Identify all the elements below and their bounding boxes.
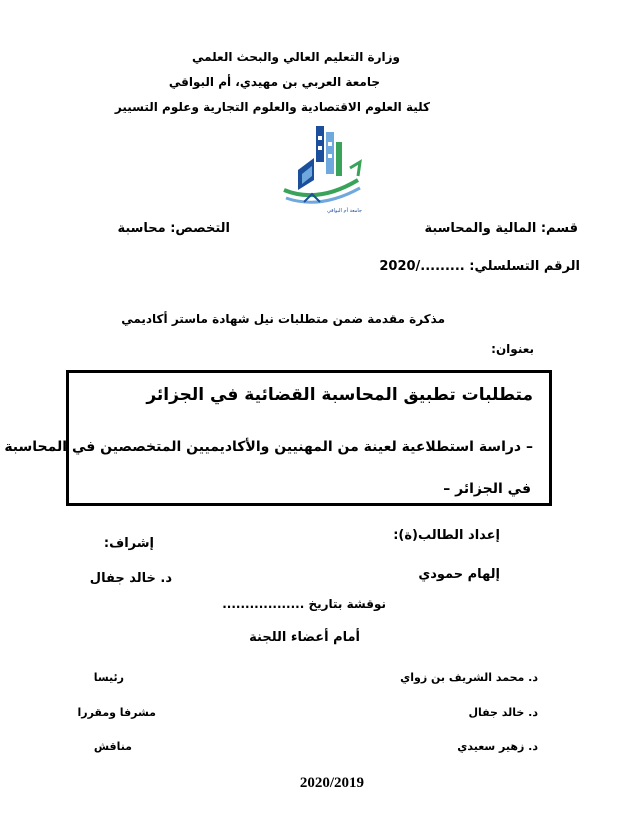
memo-description: مذكرة مقدمة ضمن متطلبات نيل شهادة ماستر أكاديمي (121, 312, 445, 326)
specialty-label: التخصص: محاسبة (117, 221, 230, 236)
committee-label: أمام أعضاء اللجنة (249, 630, 360, 645)
supervision-label: إشراف: (103, 536, 154, 551)
defense-date: نوقشة بتاريخ .................. (222, 597, 386, 611)
ministry-name: وزارة التعليم العالي والبحث العلمي (191, 50, 400, 64)
committee-member-role: رئيسا (93, 671, 124, 684)
committee-member-role: مشرفا ومقررا (77, 706, 156, 719)
thesis-title: متطلبات تطبيق المحاسبة القضائية في الجزائر (146, 385, 533, 405)
serial-number: الرقم التسلسلي: ........./2020 (379, 259, 580, 274)
supervisor-name: د. خالد جفال (89, 571, 172, 586)
committee-member-name: د. زهير سعيدي (457, 740, 538, 753)
student-name: إلهام حمودي (418, 567, 500, 582)
faculty-name: كلية العلوم الاقتصادية والعلوم التجارية وعلوم التسيير (114, 100, 430, 114)
committee-member-name: د. محمد الشريف بن زواي (400, 671, 538, 684)
title-label: بعنوان: (491, 342, 534, 356)
thesis-subtitle-line1: – دراسة استطلاعية لعينة من المهنيين والأكاديميين المتخصصين في المحاسبة (4, 439, 533, 455)
academic-year: 2020/2019 (299, 775, 364, 791)
committee-member-name: د. خالد جفال (468, 706, 538, 719)
department-label: قسم: المالية والمحاسبة (424, 221, 578, 236)
university-name: جامعة العربي بن مهيدي، أم البواقي (168, 75, 380, 89)
thesis-title-box (4, 370, 552, 506)
university-logo (268, 118, 378, 226)
logo-caption: جامعة أم البواقي (327, 208, 362, 214)
prepared-by-label: إعداد الطالب(ة): (393, 528, 500, 543)
committee-member-role: مناقش (93, 740, 132, 753)
thesis-subtitle-line2: في الجزائر – (443, 481, 531, 497)
